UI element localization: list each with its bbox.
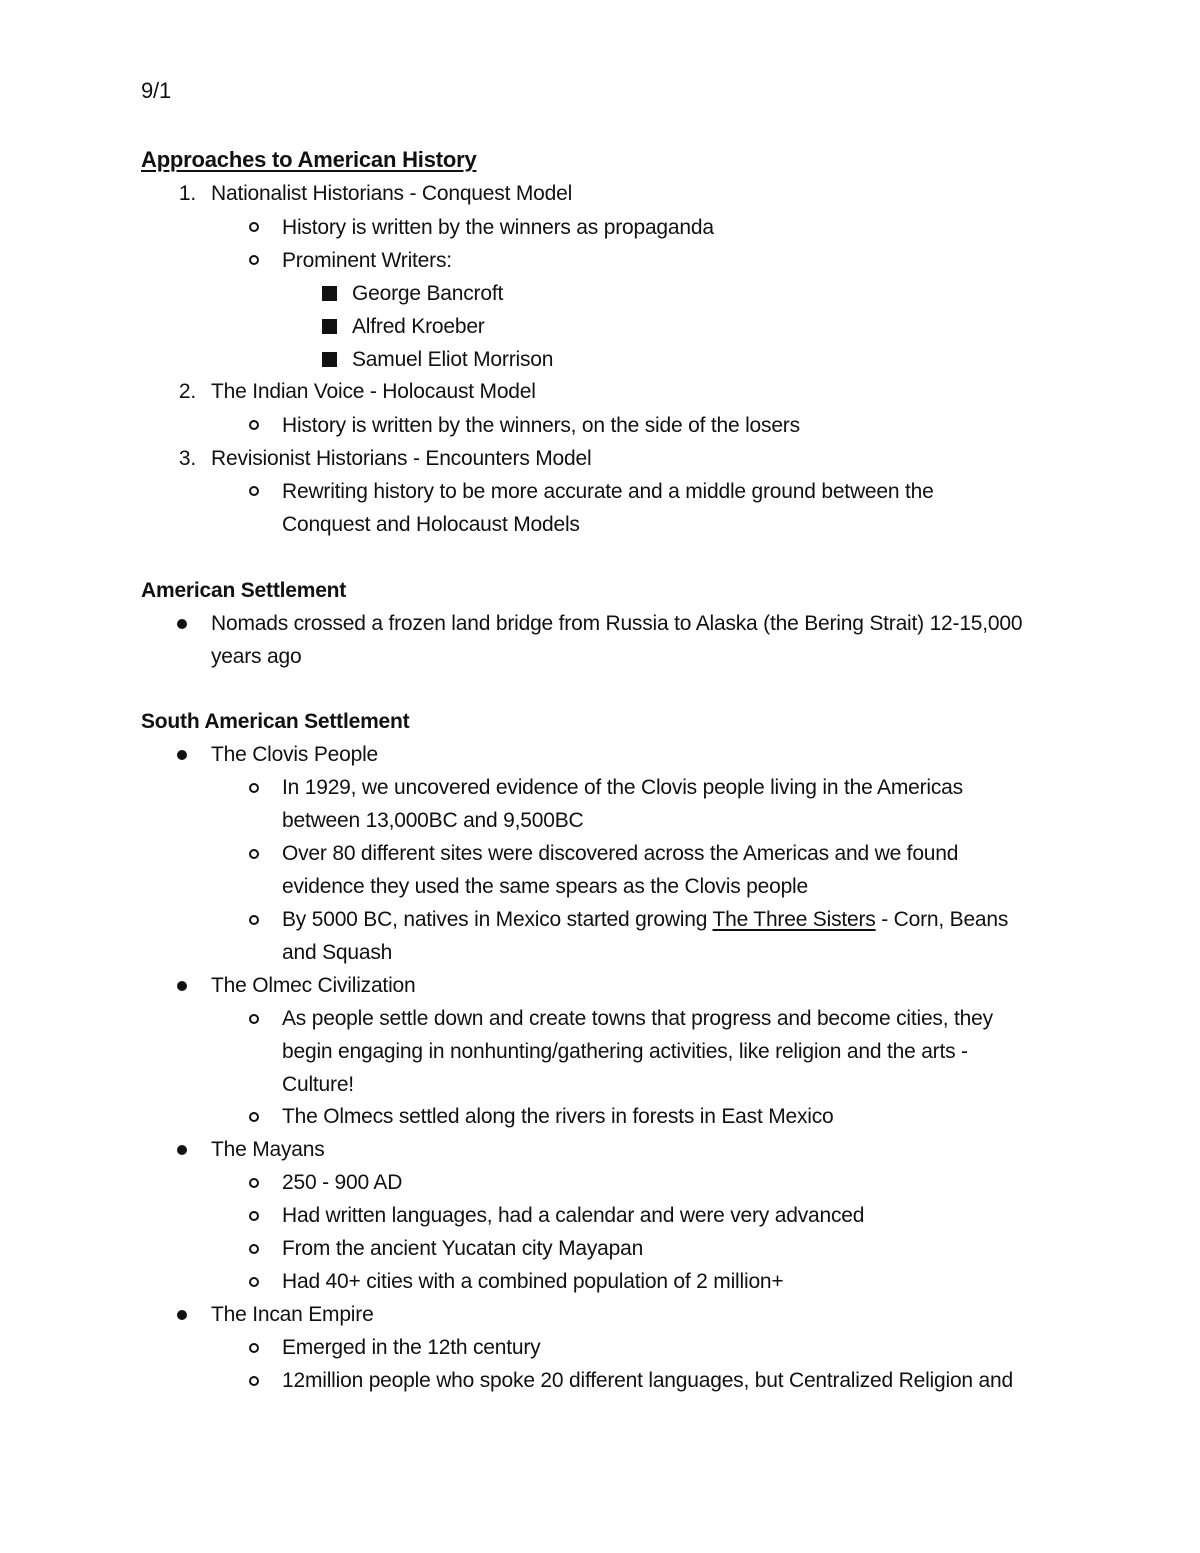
list-number-3: 3. xyxy=(178,447,196,470)
sub-item: Prominent Writers: xyxy=(282,249,452,272)
circle-bullet-icon xyxy=(249,1211,259,1221)
list-item-indian-voice: The Indian Voice - Holocaust Model xyxy=(211,380,536,403)
three-sisters-term: The Three Sisters xyxy=(712,908,876,931)
circle-bullet-icon xyxy=(249,783,259,793)
circle-bullet-icon xyxy=(249,255,259,265)
circle-bullet-icon xyxy=(249,1244,259,1254)
sub-item-text: - Corn, Beans xyxy=(875,908,1009,931)
circle-bullet-icon xyxy=(249,1014,259,1024)
bullet-item: Nomads crossed a frozen land bridge from Russia to Alaska (the Bering Strait) 12-15,000 xyxy=(211,612,1023,635)
sub-item-cont: begin engaging in nonhunting/gathering activities, like religion and the arts - xyxy=(282,1040,968,1063)
list-item-revisionist: Revisionist Historians - Encounters Model xyxy=(211,447,592,470)
sub-item: Over 80 different sites were discovered across the Americas and we found xyxy=(282,842,959,865)
circle-bullet-icon xyxy=(249,1112,259,1122)
sub-item: The Olmecs settled along the rivers in forests in East Mexico xyxy=(282,1105,834,1128)
sub-item-text: By 5000 BC, natives in Mexico started growing xyxy=(282,908,713,931)
sub-item-cont: evidence they used the same spears as the Clovis people xyxy=(282,875,808,898)
dot-bullet-icon xyxy=(177,981,187,991)
sub-item: Had 40+ cities with a combined population of 2 million+ xyxy=(282,1270,784,1293)
circle-bullet-icon xyxy=(249,915,259,925)
writer-item: Samuel Eliot Morrison xyxy=(352,348,554,371)
writer-item: Alfred Kroeber xyxy=(352,315,485,338)
sub-item-three-sisters xyxy=(282,903,1008,936)
circle-bullet-icon xyxy=(249,486,259,496)
bullet-item-incan: The Incan Empire xyxy=(211,1303,374,1326)
sub-item: As people settle down and create towns that progress and become cities, they xyxy=(282,1007,993,1030)
sub-item: Rewriting history to be more accurate and a middle ground between the xyxy=(282,480,934,503)
circle-bullet-icon xyxy=(249,1343,259,1353)
sub-item: From the ancient Yucatan city Mayapan xyxy=(282,1237,644,1260)
sub-item-cont: between 13,000BC and 9,500BC xyxy=(282,809,584,832)
list-number-1: 1. xyxy=(178,182,196,205)
writer-item: George Bancroft xyxy=(352,282,504,305)
sub-item: History is written by the winners, on the side of the losers xyxy=(282,414,800,437)
dot-bullet-icon xyxy=(177,750,187,760)
sub-item: Had written languages, had a calendar and were very advanced xyxy=(282,1204,865,1227)
circle-bullet-icon xyxy=(249,849,259,859)
circle-bullet-icon xyxy=(249,222,259,232)
sub-item-cont: Culture! xyxy=(282,1073,354,1096)
bullet-item-clovis: The Clovis People xyxy=(211,743,379,766)
sub-item-cont: Conquest and Holocaust Models xyxy=(282,513,580,536)
square-bullet-icon xyxy=(322,352,337,367)
square-bullet-icon xyxy=(322,286,337,301)
list-number-2: 2. xyxy=(178,380,196,403)
bullet-item-olmec: The Olmec Civilization xyxy=(211,974,416,997)
circle-bullet-icon xyxy=(249,1178,259,1188)
heading-south-american-settlement: South American Settlement xyxy=(141,710,410,733)
bullet-item-mayans: The Mayans xyxy=(211,1138,325,1161)
heading-approaches: Approaches to American History xyxy=(141,147,477,172)
circle-bullet-icon xyxy=(249,1277,259,1287)
sub-item-cont: and Squash xyxy=(282,941,393,964)
heading-american-settlement: American Settlement xyxy=(141,579,347,602)
sub-item: Emerged in the 12th century xyxy=(282,1336,541,1359)
circle-bullet-icon xyxy=(249,420,259,430)
sub-item: 12million people who spoke 20 different languages, but Centralized Religion and xyxy=(282,1369,1013,1392)
sub-item: 250 - 900 AD xyxy=(282,1171,403,1194)
dot-bullet-icon xyxy=(177,1310,187,1320)
dot-bullet-icon xyxy=(177,1145,187,1155)
dot-bullet-icon xyxy=(177,619,187,629)
square-bullet-icon xyxy=(322,319,337,334)
circle-bullet-icon xyxy=(249,1376,259,1386)
sub-item: In 1929, we uncovered evidence of the Clovis people living in the Americas xyxy=(282,776,963,799)
bullet-item-cont: years ago xyxy=(211,645,302,668)
list-item-nationalist: Nationalist Historians - Conquest Model xyxy=(211,182,573,205)
sub-item: History is written by the winners as propaganda xyxy=(282,216,714,239)
date: 9/1 xyxy=(141,78,171,103)
